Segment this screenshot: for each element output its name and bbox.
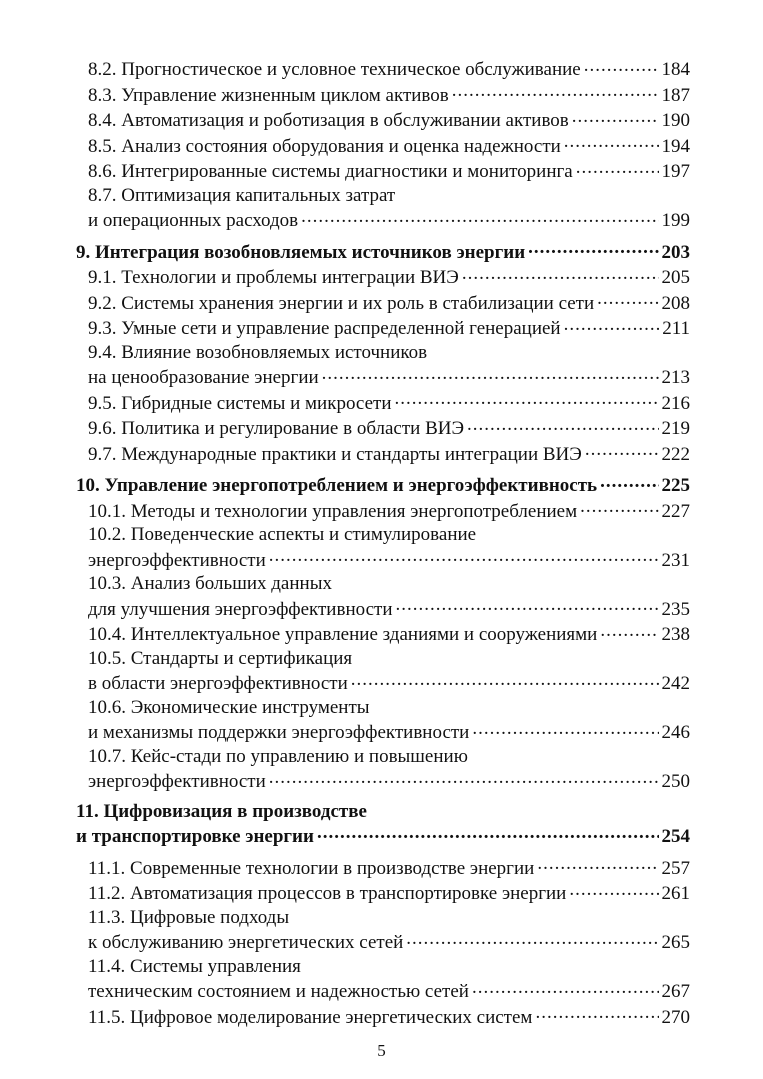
- toc-page-number: 205: [661, 267, 690, 288]
- dot-leader: [535, 1004, 658, 1023]
- toc-page-number: 235: [661, 598, 690, 620]
- toc-page-number: 222: [661, 443, 690, 465]
- dot-leader: [269, 547, 659, 566]
- toc-entry-10-6[interactable]: [76, 719, 690, 745]
- toc-chapter-title: 10. Управление энергопотреблением и энергоэффективность: [76, 475, 598, 496]
- toc-entry-title: 8.2. Прогностическое и условное техническое обслуживание: [88, 59, 581, 80]
- toc-entry-10-5-line1[interactable]: 10.5. Стандарты и сертификация: [88, 647, 353, 669]
- toc-entry-9-7[interactable]: [76, 441, 690, 467]
- toc-entry-title: 8.4. Автоматизация и роботизация в обслуживании активов: [88, 110, 569, 131]
- toc-page-number: 190: [661, 110, 690, 131]
- toc-entry-11-3-line1[interactable]: 11.3. Цифровые подходы: [88, 906, 290, 928]
- toc-entry-title: 8.6. Интегрированные системы диагностики и мониторинга: [88, 161, 573, 182]
- dot-leader: [537, 855, 658, 874]
- dot-leader: [322, 364, 659, 383]
- dot-leader: [472, 719, 658, 738]
- dot-leader: [317, 823, 659, 842]
- toc-page-number: 208: [661, 292, 690, 314]
- dot-leader: [395, 390, 659, 409]
- toc-entry-title: энергоэффективности: [88, 549, 266, 571]
- dot-leader: [569, 880, 658, 899]
- toc-page-number: 246: [661, 722, 690, 743]
- toc-entry-8-2[interactable]: [76, 56, 690, 82]
- toc-page-number: 184: [661, 59, 690, 80]
- toc-entry-title: 11.2. Автоматизация процессов в транспортировке энергии: [88, 883, 567, 904]
- toc-entry-title: на ценообразование энергии: [88, 367, 319, 388]
- dot-leader: [576, 158, 659, 177]
- toc-entry-10-5[interactable]: [76, 670, 690, 696]
- toc-page-number: 216: [661, 392, 690, 414]
- toc-page-number: 194: [661, 135, 690, 157]
- dot-leader: [564, 133, 659, 152]
- toc-page-number: 197: [661, 161, 690, 182]
- toc-entry-9-5[interactable]: [76, 390, 690, 416]
- toc-entry-11-3[interactable]: [76, 929, 690, 955]
- toc-page-number: 270: [661, 1006, 690, 1028]
- table-of-contents: [76, 56, 690, 1029]
- dot-leader: [585, 441, 659, 460]
- toc-page-number: 250: [661, 771, 690, 792]
- toc-entry-10-7-line1[interactable]: 10.7. Кейс-стади по управлению и повышению: [88, 745, 468, 767]
- toc-entry-title: 9.7. Международные практики и стандарты интеграции ВИЭ: [88, 443, 582, 465]
- toc-entry-9-4[interactable]: [76, 364, 690, 390]
- dot-leader: [452, 82, 659, 101]
- toc-entry-title: 9.2. Системы хранения энергии и их роль в стабилизации сети: [88, 292, 595, 314]
- toc-page-number: 265: [661, 932, 690, 953]
- dot-leader: [584, 56, 659, 75]
- dot-leader: [467, 415, 658, 434]
- toc-entry-title: в области энергоэффективности: [88, 673, 348, 694]
- toc-entry-title: к обслуживанию энергетических сетей: [88, 932, 404, 953]
- toc-entry-9-2[interactable]: [76, 290, 690, 316]
- toc-entry-10-2[interactable]: [76, 547, 690, 573]
- toc-entry-10-6-line1[interactable]: 10.6. Экономические инструменты: [88, 696, 370, 718]
- toc-page-number: 267: [661, 981, 690, 1002]
- toc-entry-10-4[interactable]: [76, 621, 690, 647]
- toc-entry-11-2[interactable]: [76, 880, 690, 906]
- toc-chapter-11[interactable]: [76, 823, 690, 849]
- toc-chapter-9[interactable]: [76, 239, 690, 265]
- toc-chapter-title: и транспортировке энергии: [76, 826, 314, 847]
- toc-entry-title: 9.6. Политика и регулирование в области ВИЭ: [88, 418, 465, 439]
- toc-entry-11-1[interactable]: [76, 855, 690, 881]
- toc-entry-10-3[interactable]: [76, 596, 690, 622]
- toc-entry-8-3[interactable]: [76, 82, 690, 108]
- toc-page-number: 254: [661, 826, 690, 847]
- toc-entry-9-1[interactable]: [76, 264, 690, 290]
- dot-leader: [406, 929, 658, 948]
- dot-leader: [580, 498, 658, 517]
- toc-entry-9-6[interactable]: [76, 415, 690, 441]
- page-number: 5: [377, 1041, 386, 1060]
- toc-entry-title: 8.5. Анализ состояния оборудования и оценка надежности: [88, 135, 561, 157]
- toc-entry-title: 9.1. Технологии и проблемы интеграции ВИЭ: [88, 267, 459, 288]
- toc-entry-title: и механизмы поддержки энергоэффективности: [88, 722, 470, 743]
- toc-chapter-title: 9. Интеграция возобновляемых источников энергии: [76, 241, 526, 263]
- dot-leader: [600, 621, 658, 640]
- toc-entry-title: техническим состоянием и надежностью сетей: [88, 981, 469, 1002]
- dot-leader: [396, 596, 659, 615]
- toc-entry-8-6[interactable]: [76, 158, 690, 184]
- toc-entry-title: и операционных расходов: [88, 210, 299, 231]
- toc-entry-title: 10.1. Методы и технологии управления энергопотреблением: [88, 500, 578, 522]
- dot-leader: [564, 315, 660, 334]
- toc-entry-8-4[interactable]: [76, 107, 690, 133]
- toc-page-number: 225: [661, 475, 690, 496]
- toc-page-number: 257: [661, 857, 690, 879]
- toc-chapter-10[interactable]: [76, 472, 690, 498]
- toc-entry-8-7-line1[interactable]: 8.7. Оптимизация капитальных затрат: [88, 184, 396, 206]
- toc-entry-title: 10.4. Интеллектуальное управление зданиями и сооружениями: [88, 624, 598, 645]
- toc-entry-title: энергоэффективности: [88, 771, 266, 792]
- toc-entry-10-7[interactable]: [76, 768, 690, 794]
- toc-entry-8-7[interactable]: [76, 207, 690, 233]
- toc-page-number: 231: [661, 549, 690, 571]
- toc-entry-title: 9.5. Гибридные системы и микросети: [88, 392, 392, 414]
- dot-leader: [269, 768, 659, 787]
- toc-entry-11-5[interactable]: [76, 1004, 690, 1030]
- toc-page-number: 213: [661, 367, 690, 388]
- toc-entry-10-2-line1[interactable]: 10.2. Поведенческие аспекты и стимулирование: [88, 524, 477, 545]
- toc-page-number: 203: [661, 241, 690, 263]
- toc-page-number: 261: [661, 883, 690, 904]
- toc-page-number: 211: [662, 318, 690, 339]
- toc-entry-title: 9.3. Умные сети и управление распределенной генерацией: [88, 318, 561, 339]
- toc-page-number: 187: [661, 84, 690, 106]
- toc-entry-10-3-line1[interactable]: 10.3. Анализ больших данных: [88, 573, 332, 594]
- toc-entry-title: 8.3. Управление жизненным циклом активов: [88, 84, 449, 106]
- toc-entry-9-3[interactable]: [76, 315, 690, 341]
- toc-page-number: 219: [661, 418, 690, 439]
- dot-leader: [597, 290, 658, 309]
- toc-entry-11-4[interactable]: [76, 978, 690, 1004]
- dot-leader: [572, 107, 659, 126]
- toc-entry-9-4-line1[interactable]: 9.4. Влияние возобновляемых источников: [88, 341, 428, 363]
- toc-page-number: 238: [661, 624, 690, 645]
- toc-page-number: 242: [661, 673, 690, 694]
- toc-entry-10-1[interactable]: [76, 498, 690, 524]
- toc-entry-title: 11.5. Цифровое моделирование энергетических систем: [88, 1006, 533, 1028]
- toc-entry-title: 11.1. Современные технологии в производстве энергии: [88, 857, 535, 879]
- dot-leader: [528, 239, 658, 258]
- toc-entry-title: для улучшения энергоэффективности: [88, 598, 393, 620]
- toc-page-number: 227: [661, 500, 690, 522]
- dot-leader: [462, 264, 659, 283]
- toc-page-number: 199: [661, 210, 690, 231]
- dot-leader: [351, 670, 659, 689]
- dot-leader: [472, 978, 659, 997]
- toc-entry-8-5[interactable]: [76, 133, 690, 159]
- toc-chapter-11-line1[interactable]: 11. Цифровизация в производстве: [76, 800, 367, 822]
- dot-leader: [600, 472, 658, 491]
- dot-leader: [301, 207, 658, 226]
- toc-entry-11-4-line1[interactable]: 11.4. Системы управления: [88, 955, 301, 977]
